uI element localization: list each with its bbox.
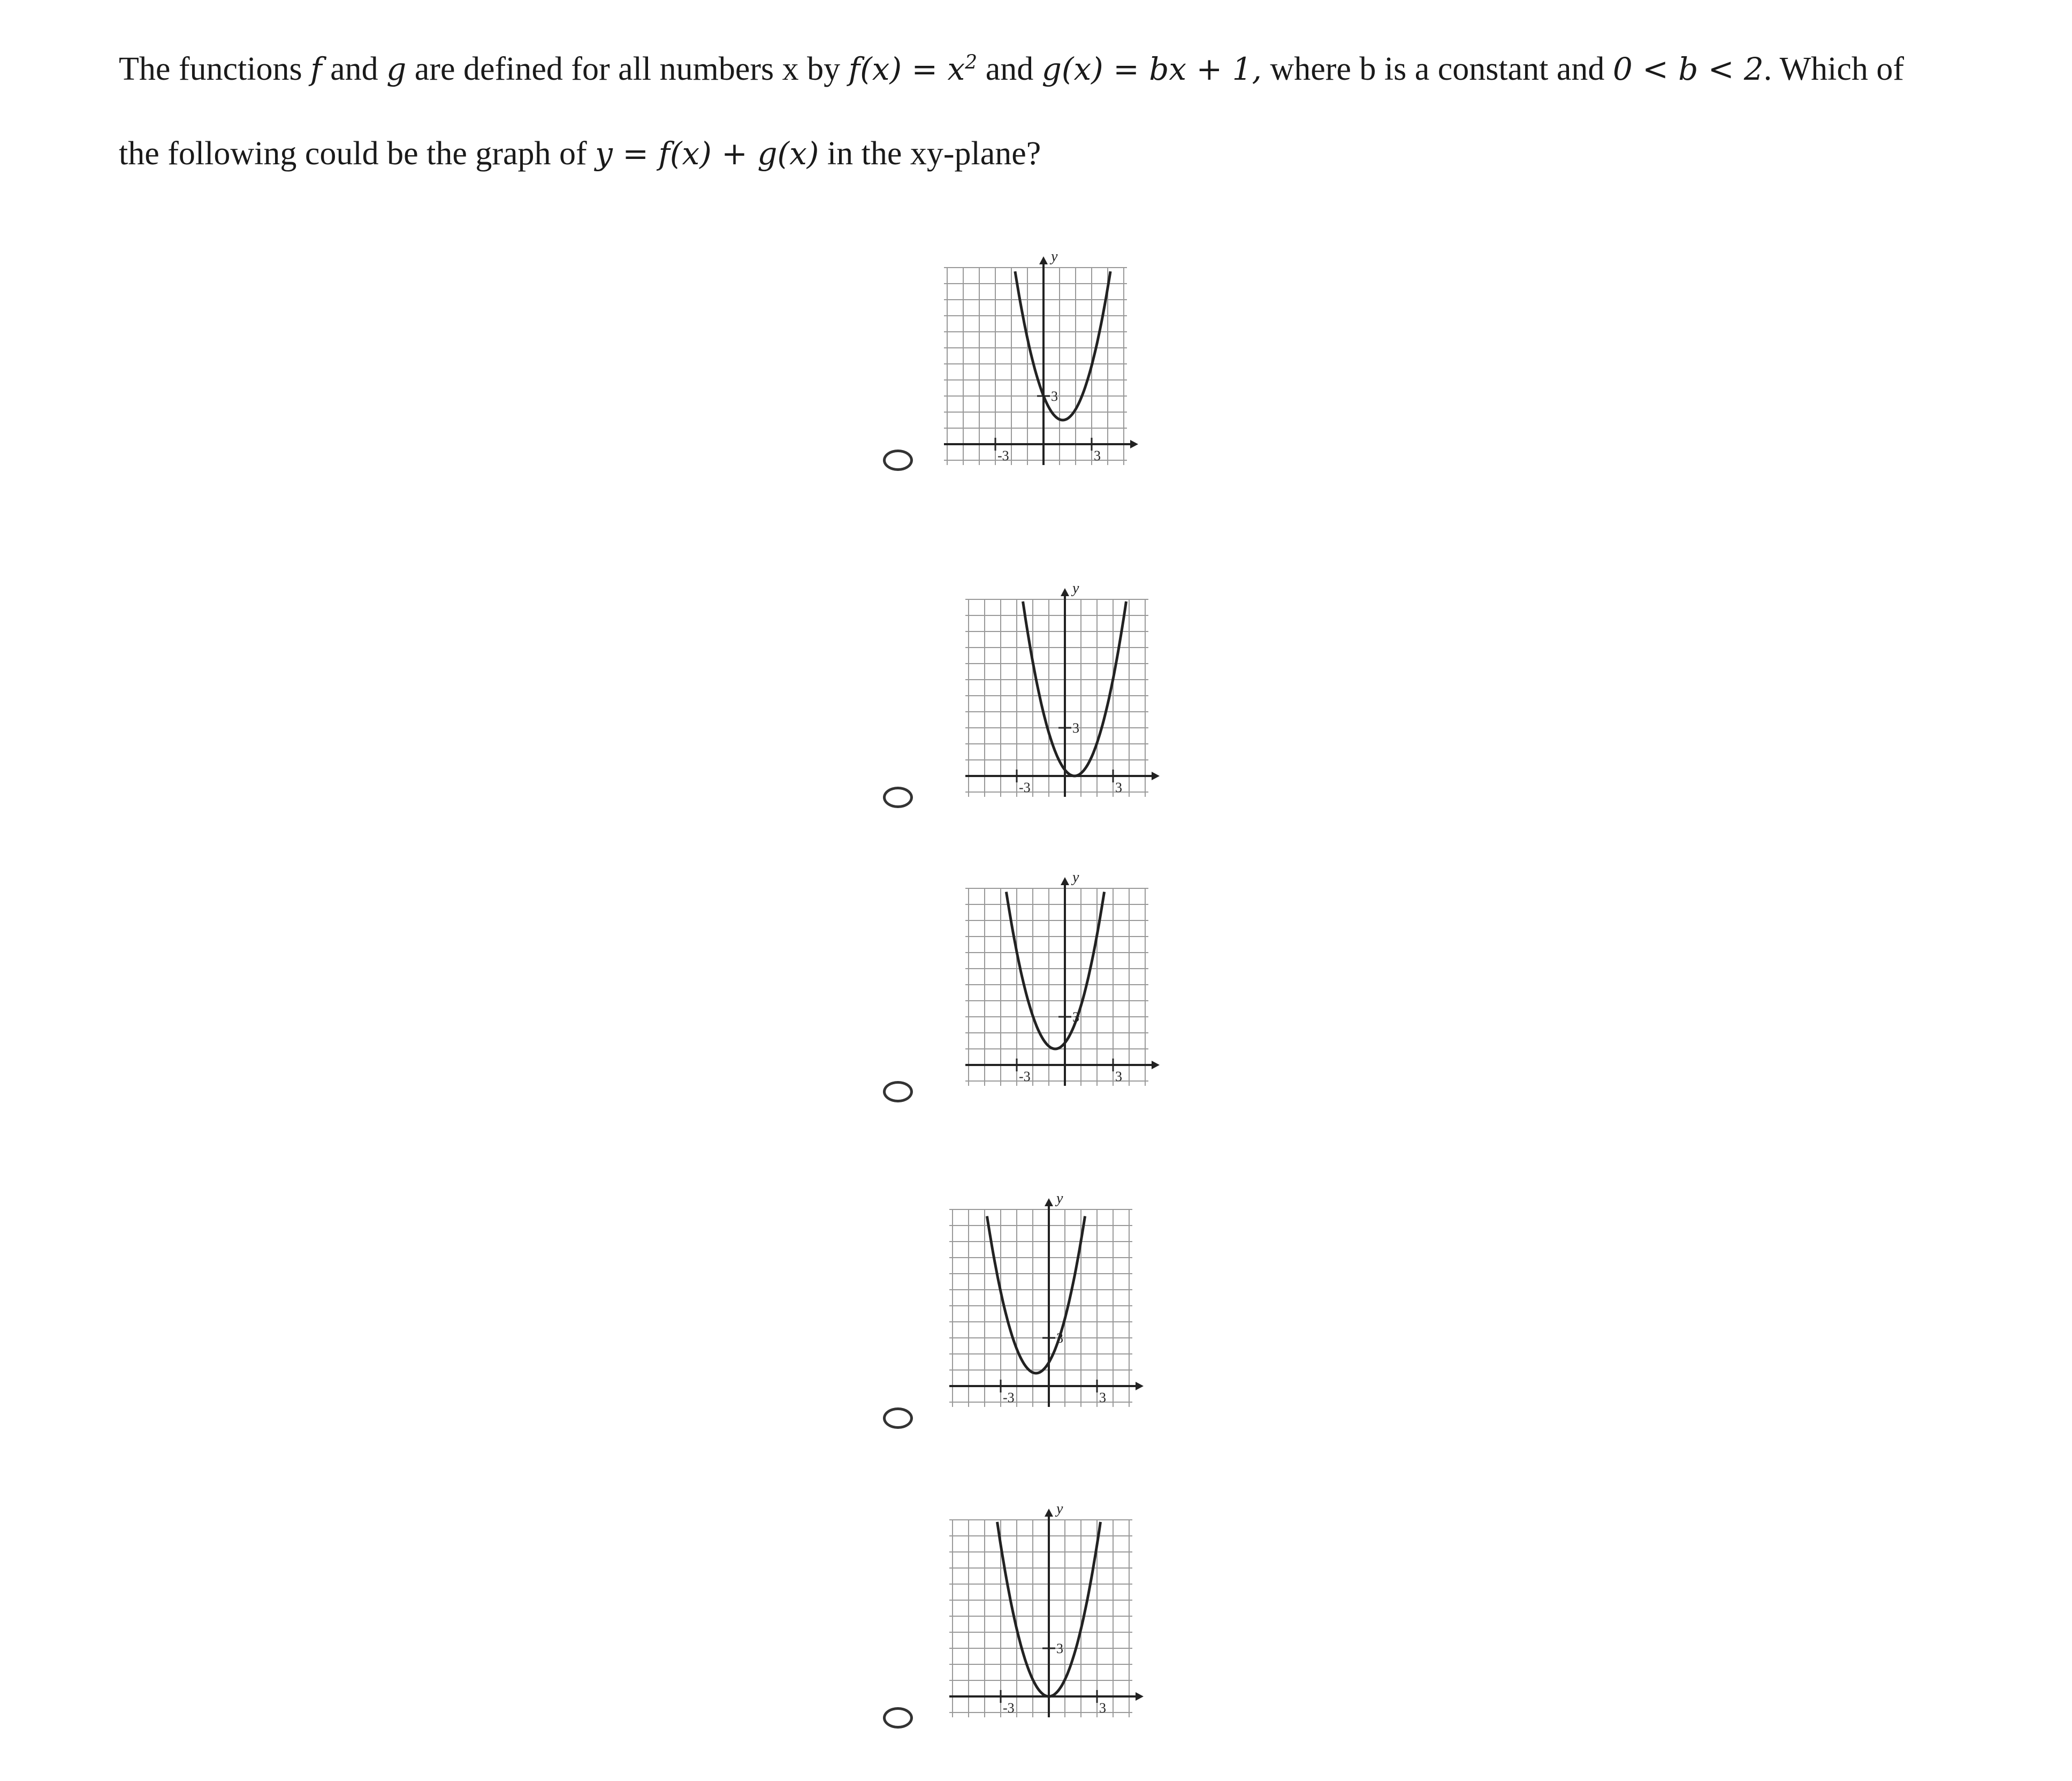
graph-svg [958,562,1167,819]
f-definition [849,51,978,87]
tick-label-3: 3 [1099,1390,1106,1405]
graph-svg [942,1482,1151,1739]
answer-option-2[interactable] [883,557,1183,835]
graph-option-2 [958,562,1167,819]
y-axis-arrow [1039,256,1048,264]
x-axis-arrow [1152,772,1160,780]
answer-option-3[interactable] [883,851,1183,1129]
q-line2-post: in the xy-plane? [827,135,1041,172]
radio-button-option-2[interactable] [883,787,913,808]
tick-label-neg-3: -3 [1019,780,1031,795]
answer-option-5[interactable] [883,1477,1183,1755]
q-and-1: and [330,51,378,87]
g-symbol: g [386,51,407,87]
f-def-text: f(x) = x [848,51,965,87]
tick-label-y-3: 3 [1072,1009,1079,1025]
b-inequality: 0 < b < 2 [1612,51,1764,87]
radio-button-option-1[interactable] [883,450,913,471]
y-axis-label: y [1051,248,1058,265]
g-definition: g(x) = bx + 1, [1041,51,1262,87]
tick-label-y-3: 3 [1072,720,1079,736]
x-axis-arrow [1130,440,1138,448]
y-axis-arrow [1045,1509,1053,1517]
q-line1-pre: The functions [119,51,302,87]
f-symbol: f [310,51,322,87]
q-line1-post: where b is a constant and [1270,51,1605,87]
f-def-exponent: 2 [965,51,978,74]
y-axis-label: y [1056,1501,1063,1517]
tick-label-y-3: 3 [1051,389,1058,404]
y-definition: y = f(x) + g(x) [595,135,819,172]
x-axis-arrow [1136,1382,1144,1390]
tick-label-3: 3 [1099,1700,1106,1716]
q-and-2: and [985,51,1034,87]
y-axis-label: y [1072,580,1079,597]
radio-button-option-3[interactable] [883,1081,913,1102]
tick-label-y-3: 3 [1056,1641,1063,1656]
radio-button-option-4[interactable] [883,1407,913,1429]
question-text [119,27,2024,196]
graph-svg [936,230,1145,487]
answer-option-1[interactable] [883,219,1183,498]
parabola-curve [1023,602,1126,776]
tick-label-3: 3 [1115,1069,1122,1084]
radio-button-option-5[interactable] [883,1707,913,1729]
graph-option-4 [942,1172,1151,1429]
graph-option-3 [958,851,1167,1108]
parabola-curve [987,1216,1085,1374]
graph-option-5 [942,1482,1151,1739]
y-axis-label: y [1056,1190,1063,1207]
tick-label-3: 3 [1094,448,1101,463]
parabola-curve [1006,892,1104,1049]
graph-option-1 [936,230,1145,487]
graph-svg [942,1172,1151,1429]
answer-option-4[interactable] [883,1167,1183,1445]
tick-label-neg-3: -3 [997,448,1009,463]
tick-label-neg-3: -3 [1019,1069,1031,1084]
y-axis-arrow [1061,877,1069,885]
tick-label-neg-3: -3 [1003,1700,1015,1716]
q-line1-mid: are defined for all numbers x by [414,51,841,87]
y-axis-arrow [1061,588,1069,596]
q-line2-pre: the following could be the graph of [119,135,587,172]
graph-svg [958,851,1167,1108]
y-axis-label: y [1072,869,1079,886]
q-line1-end: . Which of [1763,51,1905,87]
tick-label-y-3: 3 [1056,1330,1063,1346]
x-axis-arrow [1152,1061,1160,1069]
parabola-curve [1015,271,1110,420]
x-axis-arrow [1136,1692,1144,1701]
y-axis-arrow [1045,1198,1053,1206]
tick-label-3: 3 [1115,780,1122,795]
tick-label-neg-3: -3 [1003,1390,1015,1405]
